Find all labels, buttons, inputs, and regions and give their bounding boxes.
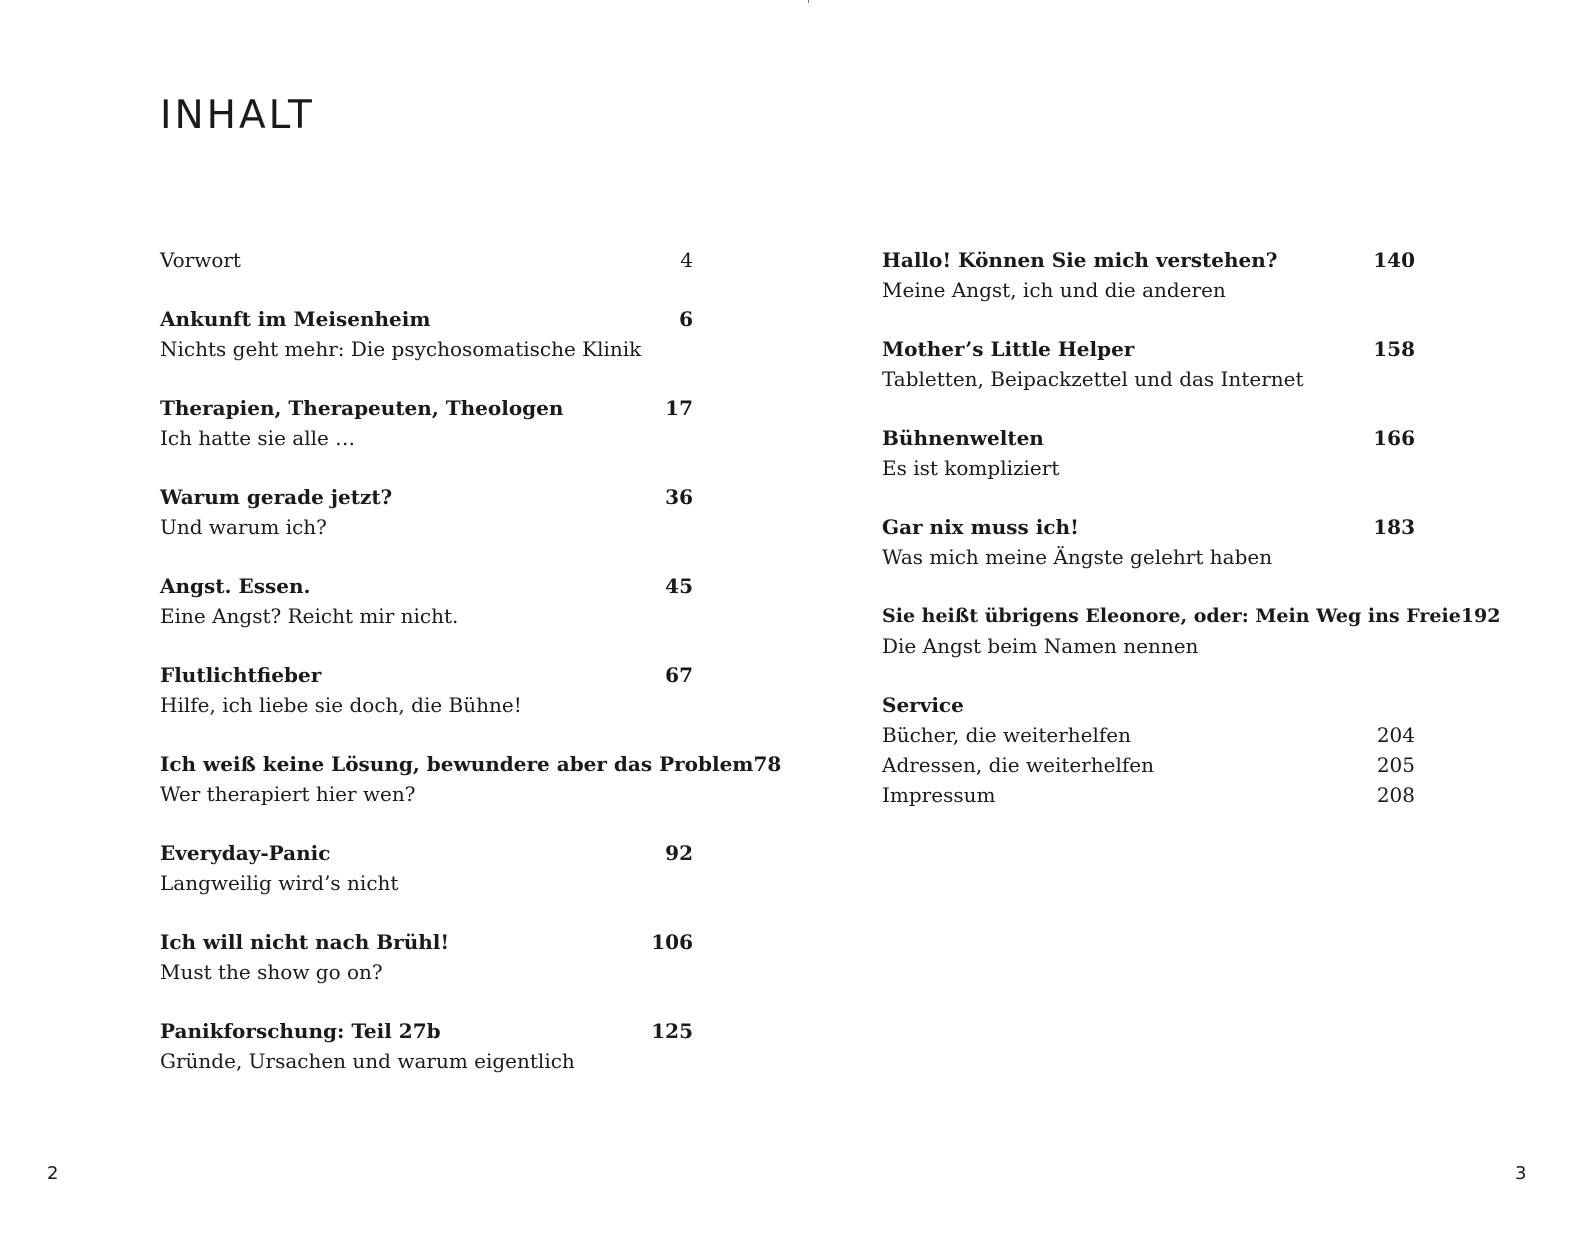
toc-service-section bbox=[882, 690, 1415, 810]
toc-entry-title: Flutlichtfieber bbox=[160, 663, 322, 687]
toc-service-item-label: Impressum bbox=[882, 783, 996, 807]
toc-entry-page: 183 bbox=[1373, 515, 1415, 539]
toc-entry bbox=[160, 482, 693, 542]
toc-entry-page: 6 bbox=[679, 307, 693, 331]
toc-right-column bbox=[882, 245, 1501, 839]
toc-entry-title: Warum gerade jetzt? bbox=[160, 485, 393, 509]
toc-entry-title: Mother’s Little Helper bbox=[882, 337, 1135, 361]
toc-entry-page: 17 bbox=[665, 396, 693, 420]
toc-entry bbox=[160, 749, 782, 809]
toc-entry-title: Vorwort bbox=[160, 248, 241, 272]
toc-entry-subtitle: Eine Angst? Reicht mir nicht. bbox=[160, 604, 459, 628]
toc-entry-title: Therapien, Therapeuten, Theologen bbox=[160, 396, 564, 420]
toc-entry-title: Ich weiß keine Lösung, bewundere aber das Problem bbox=[160, 752, 754, 776]
toc-entry-page: 67 bbox=[665, 663, 693, 687]
toc-entry bbox=[160, 245, 693, 275]
toc-entry-title: Gar nix muss ich! bbox=[882, 515, 1079, 539]
toc-entry-heading bbox=[160, 1016, 693, 1046]
toc-entry-page: 36 bbox=[665, 485, 693, 509]
toc-entry-title: Bühnenwelten bbox=[882, 426, 1044, 450]
toc-service-item bbox=[882, 720, 1415, 750]
crop-mark bbox=[808, 0, 809, 3]
toc-entry-subtitle: Ich hatte sie alle … bbox=[160, 426, 356, 450]
toc-entry-subtitle: Was mich meine Ängste gelehrt haben bbox=[882, 545, 1273, 569]
toc-service-item-label: Bücher, die weiterhelfen bbox=[882, 723, 1131, 747]
toc-entry-heading bbox=[882, 334, 1415, 364]
toc-entry-title: Angst. Essen. bbox=[160, 574, 311, 598]
toc-entry bbox=[882, 601, 1501, 661]
toc-entry-subtitle: Gründe, Ursachen und warum eigentlich bbox=[160, 1049, 575, 1073]
toc-service-item bbox=[882, 780, 1415, 810]
toc-entry bbox=[160, 393, 693, 453]
toc-entry-subtitle: Must the show go on? bbox=[160, 960, 383, 984]
toc-entry-title: Everyday-Panic bbox=[160, 841, 331, 865]
toc-entry-page: 78 bbox=[753, 752, 782, 776]
toc-entry-heading bbox=[160, 838, 693, 868]
toc-entry-heading bbox=[882, 601, 1501, 631]
toc-entry bbox=[160, 838, 693, 898]
toc-entry-page: 158 bbox=[1373, 337, 1415, 361]
toc-service-item-page: 204 bbox=[1376, 723, 1415, 747]
toc-entry-subtitle: Langweilig wird’s nicht bbox=[160, 871, 399, 895]
page-number-right: 3 bbox=[1515, 1163, 1527, 1184]
toc-entry bbox=[160, 660, 693, 720]
toc-entry-subtitle: Die Angst beim Namen nennen bbox=[882, 634, 1199, 658]
toc-entry-title: Panikforschung: Teil 27b bbox=[160, 1019, 441, 1043]
toc-entry-subtitle: Nichts geht mehr: Die psychosomatische Klinik bbox=[160, 337, 642, 361]
toc-entry bbox=[160, 571, 693, 631]
toc-entry bbox=[882, 512, 1415, 572]
toc-service-title: Service bbox=[882, 693, 964, 717]
toc-entry-title: Ankunft im Meisenheim bbox=[160, 307, 431, 331]
toc-entry-page: 140 bbox=[1373, 248, 1415, 272]
page-number-left: 2 bbox=[47, 1163, 59, 1184]
toc-entry-subtitle: Tabletten, Beipackzettel und das Internet bbox=[882, 367, 1304, 391]
toc-entry bbox=[882, 245, 1415, 305]
toc-entry-heading bbox=[160, 245, 693, 275]
toc-entry-subtitle: Und warum ich? bbox=[160, 515, 327, 539]
toc-entry-heading bbox=[160, 393, 693, 423]
toc-entry-title: Hallo! Können Sie mich verstehen? bbox=[882, 248, 1278, 272]
toc-entry-page: 4 bbox=[680, 248, 693, 272]
toc-service-item bbox=[882, 750, 1415, 780]
toc-entry-page: 92 bbox=[665, 841, 693, 865]
toc-entry-heading bbox=[882, 423, 1415, 453]
toc-entry bbox=[160, 927, 693, 987]
toc-entry bbox=[160, 304, 693, 364]
toc-service-heading bbox=[882, 690, 1415, 720]
toc-entry-page: 106 bbox=[651, 930, 693, 954]
toc-left-column bbox=[160, 245, 782, 1105]
toc-entry-title: Sie heißt übrigens Eleonore, oder: Mein Weg ins Freie bbox=[882, 605, 1461, 627]
toc-entry-subtitle: Wer therapiert hier wen? bbox=[160, 782, 416, 806]
page-title: INHALT bbox=[160, 93, 315, 138]
toc-entry-heading bbox=[160, 304, 693, 334]
toc-entry-subtitle: Hilfe, ich liebe sie doch, die Bühne! bbox=[160, 693, 522, 717]
toc-entry bbox=[882, 334, 1415, 394]
toc-entry-page: 125 bbox=[651, 1019, 693, 1043]
toc-entry-heading bbox=[882, 512, 1415, 542]
toc-entry-subtitle: Meine Angst, ich und die anderen bbox=[882, 278, 1226, 302]
toc-entry-subtitle: Es ist kompliziert bbox=[882, 456, 1060, 480]
toc-service-item-page: 208 bbox=[1376, 783, 1415, 807]
toc-entry-page: 166 bbox=[1373, 426, 1415, 450]
toc-entry-page: 45 bbox=[665, 574, 693, 598]
toc-service-item-label: Adressen, die weiterhelfen bbox=[882, 753, 1155, 777]
toc-entry bbox=[160, 1016, 693, 1076]
toc-service-item-page: 205 bbox=[1376, 753, 1415, 777]
toc-entry-title: Ich will nicht nach Brühl! bbox=[160, 930, 450, 954]
toc-entry-heading bbox=[160, 482, 693, 512]
toc-entry-heading bbox=[160, 927, 693, 957]
toc-entry-heading bbox=[160, 571, 693, 601]
toc-entry bbox=[882, 423, 1415, 483]
toc-entry-heading bbox=[160, 749, 782, 779]
toc-entry-heading bbox=[160, 660, 693, 690]
toc-entry-page: 192 bbox=[1460, 605, 1501, 627]
toc-entry-heading bbox=[882, 245, 1415, 275]
